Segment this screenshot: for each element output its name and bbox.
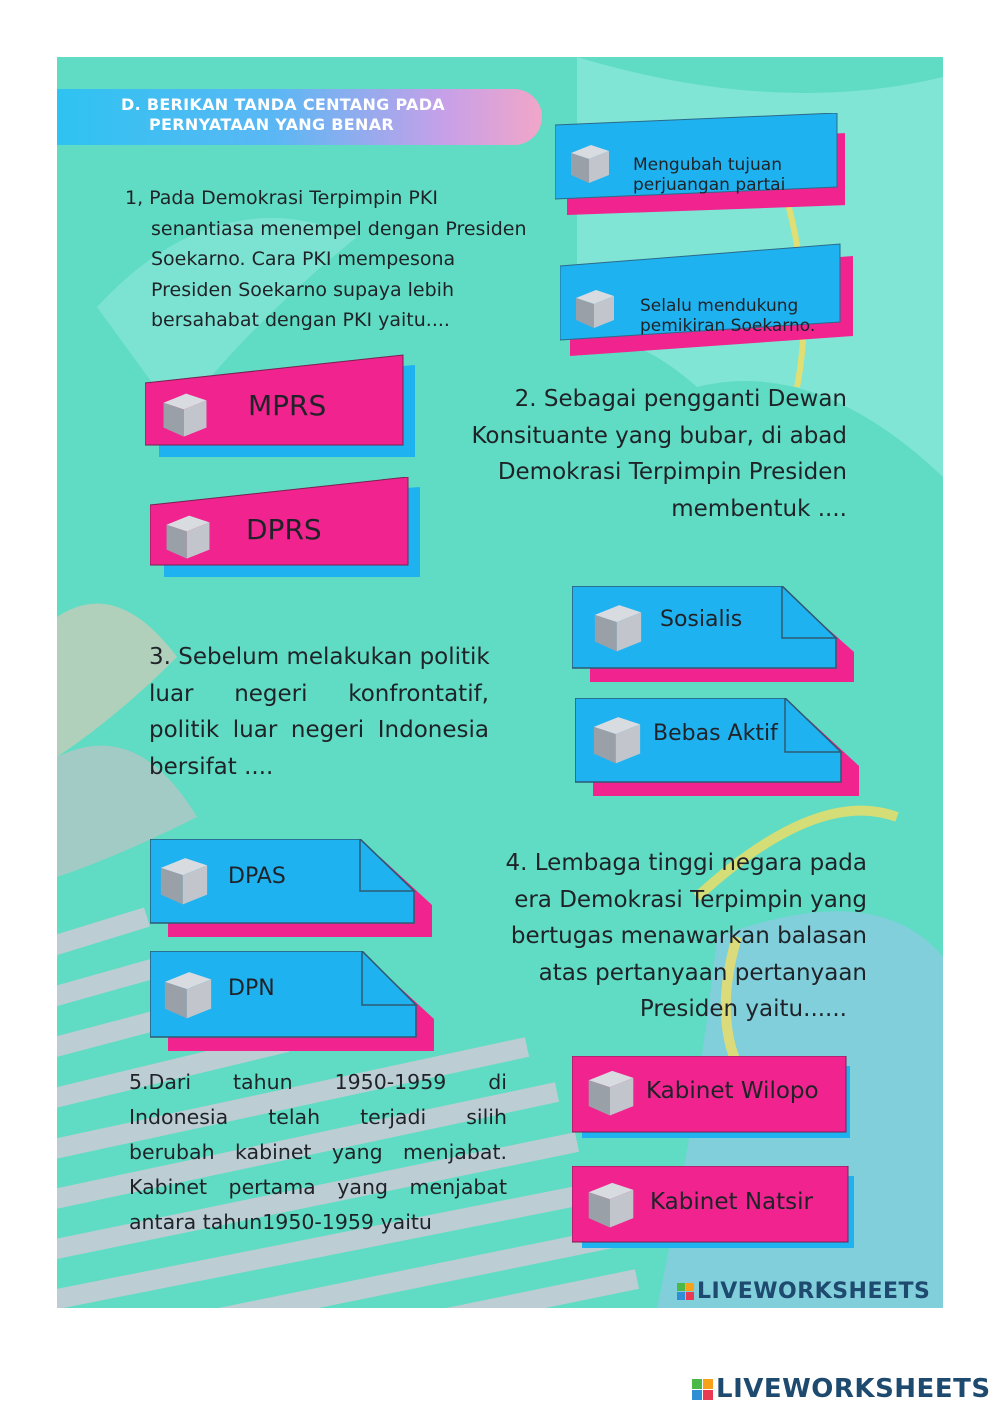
checkbox-cube-icon[interactable] [590,600,646,654]
question-5 [129,1065,507,1240]
question-3-line: luar negeri konfrontatif, [149,680,489,707]
checkbox-cube-icon[interactable] [567,141,613,185]
question-5-line: Indonesia telah terjadi silih [129,1105,507,1129]
option-q3a-label: Sosialis [660,607,743,632]
logo-grid-icon [692,1379,713,1400]
question-5-line: Kabinet pertama yang menjabat [129,1175,507,1199]
question-1-line: Soekarno. Cara PKI mempesona [151,248,456,270]
checkbox-cube-icon[interactable] [584,1178,638,1230]
option-q3b[interactable] [575,698,865,798]
option-q1b-label-line: pemikiran Soekarno. [640,316,816,336]
option-q2b-label: DPRS [246,513,322,546]
option-q4a[interactable] [150,839,435,939]
header-line-1: D. BERIKAN TANDA CENTANG PADA [121,95,445,114]
option-q5b[interactable] [572,1166,862,1252]
logo-grid-icon [677,1283,694,1300]
option-q1a-label-line: Mengubah tujuan [633,155,782,175]
question-1-line: Presiden Soekarno supaya lebih [151,278,455,301]
checkbox-cube-icon[interactable] [572,286,618,330]
question-4-line: 4. Lembaga tinggi negara pada [505,850,867,876]
liveworksheets-logo [677,1279,930,1304]
checkbox-cube-icon[interactable] [589,712,645,766]
checkbox-cube-icon[interactable] [584,1066,638,1118]
checkbox-cube-icon[interactable] [162,511,214,561]
question-5-line: berubah kabinet yang menjabat. [129,1140,507,1164]
footer-liveworksheets-logo [692,1374,991,1404]
option-q2b[interactable] [150,477,425,581]
option-q1b[interactable] [560,240,860,360]
option-q3a[interactable] [572,586,857,686]
question-3 [149,639,489,785]
section-header-banner [57,89,542,145]
option-q2a-label: MPRS [248,389,327,422]
checkbox-cube-icon[interactable] [156,853,212,907]
question-5-line: 5.Dari tahun 1950-1959 di [129,1070,507,1094]
question-4-line: Presiden yaitu...... [639,996,847,1022]
option-q4b[interactable] [150,951,440,1051]
question-3-line: politik luar negeri Indonesia [149,717,489,743]
footer-logo-text: LIVEWORKSHEETS [716,1374,991,1404]
question-3-line: bersifat .... [149,753,274,780]
option-q1a[interactable] [555,113,845,223]
header-line-2: PERNYATAAN YANG BENAR [149,115,395,134]
question-2-line: Demokrasi Terpimpin Presiden [497,459,847,485]
option-q4a-label: DPAS [228,864,286,889]
question-1-line: 1, Pada Demokrasi Terpimpin PKI [125,187,438,209]
question-4 [477,845,867,1028]
question-5-line: antara tahun1950-1959 yaitu [129,1210,432,1234]
checkbox-cube-icon[interactable] [159,389,211,439]
option-q3b-label: Bebas Aktif [653,721,778,746]
question-4-line: bertugas menawarkan balasan [510,923,867,949]
question-4-line: atas pertanyaan pertanyaan [538,959,867,986]
question-4-line: era Demokrasi Terpimpin yang [514,886,867,913]
question-2-line: membentuk .... [671,495,847,522]
option-q1b-label-line: Selalu mendukung [640,296,799,316]
logo-text: LIVEWORKSHEETS [697,1279,931,1304]
question-2-line: 2. Sebagai pengganti Dewan [514,386,847,412]
question-2-line: Konsituante yang bubar, di abad [471,422,847,449]
question-2 [437,381,847,527]
option-q5a-label: Kabinet Wilopo [646,1078,819,1104]
option-q5a[interactable] [572,1056,857,1142]
worksheet-page [57,57,943,1308]
option-q1a-label-line: perjuangan partai [633,175,786,195]
checkbox-cube-icon[interactable] [160,967,216,1021]
question-1-line: bersahabat dengan PKI yaitu.... [151,309,450,331]
question-1 [125,183,545,336]
option-q4b-label: DPN [228,976,275,1001]
option-q2a[interactable] [145,353,420,463]
question-1-line: senantiasa menempel dengan Presiden [151,217,527,240]
question-3-line: 3. Sebelum melakukan politik [149,644,490,670]
option-q5b-label: Kabinet Natsir [650,1189,813,1215]
